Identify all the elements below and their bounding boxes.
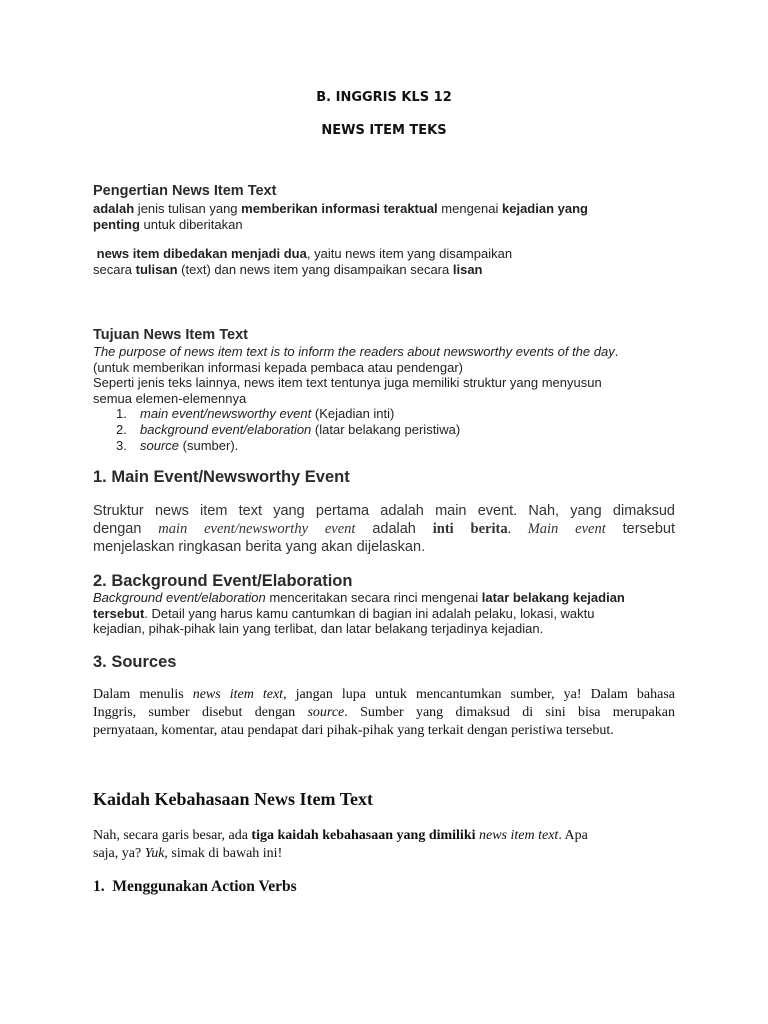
- main-event-text: Struktur news item text yang pertama adalah main event. Nah, yang dimaksud: [93, 503, 675, 519]
- background-text: latar belakang kejadian: [481, 590, 625, 605]
- structure-list: [93, 406, 693, 453]
- document-title: B. INGGRIS KLS 12: [316, 90, 452, 105]
- sources-text: news item text: [192, 687, 284, 702]
- list-number: 2.: [116, 421, 127, 437]
- structure-intro: Seperti jenis teks lainnya, news item text tentunya juga memiliki struktur yang menyusun: [93, 375, 602, 391]
- main-event-text: event: [575, 521, 606, 537]
- pengertian-types: [93, 246, 693, 277]
- background-text: tersebut: [93, 605, 145, 621]
- main-event-text: menjelaskan ringkasan berita yang akan dijelaskan.: [93, 539, 426, 555]
- list-item: [93, 438, 693, 454]
- main-event-body: [93, 502, 675, 556]
- main-event-text: .: [507, 521, 528, 537]
- kaidah-text: . Apa: [558, 828, 588, 843]
- sources-text: Dalam menulis: [93, 687, 193, 702]
- list-item: [93, 422, 693, 438]
- main-event-text: inti: [432, 521, 454, 537]
- sources-text: [93, 704, 675, 722]
- background-body: [93, 590, 693, 637]
- list-item: [93, 406, 693, 422]
- sources-text: pernyataan, komentar, atau pendapat dari pihak-pihak yang terkait dengan peristiwa tersebut.: [93, 723, 614, 738]
- kaidah-text: saja, ya?: [93, 846, 145, 861]
- pengertian-text: penting: [93, 216, 140, 232]
- pengertian-heading: Pengertian News Item Text: [93, 183, 277, 199]
- pengertian-text: kejadian yang: [502, 201, 588, 216]
- types-text: lisan: [452, 261, 483, 277]
- kaidah-text: news item text: [479, 828, 559, 843]
- types-text: tulisan: [135, 261, 178, 277]
- background-heading: 2. Background Event/Elaboration: [93, 572, 353, 590]
- list-term: source: [140, 437, 180, 453]
- tujuan-body: [93, 344, 693, 453]
- list-desc: (latar belakang peristiwa): [311, 421, 461, 437]
- types-text: news item dibedakan menjadi dua: [96, 246, 307, 261]
- pengertian-text: untuk diberitakan: [139, 216, 243, 232]
- types-text: (text) dan news item yang disampaikan secara: [177, 261, 453, 277]
- kaidah-text: Nah, secara garis besar, ada: [93, 828, 252, 843]
- list-term: background event/elaboration: [140, 421, 312, 437]
- structure-intro: semua elemen-elemennya: [93, 390, 247, 406]
- sources-text: Inggris, sumber disebut dengan: [93, 705, 308, 720]
- main-event-text: adalah: [372, 521, 433, 537]
- list-number: 3.: [116, 437, 127, 453]
- sources-text: [93, 686, 675, 704]
- purpose-text: The purpose of news item text is to inform the readers about newsworthy events of the day: [93, 344, 615, 359]
- background-text: menceritakan secara rinci mengenai: [265, 590, 482, 605]
- sources-heading: 3. Sources: [93, 653, 177, 671]
- sources-body: [93, 686, 675, 740]
- tujuan-heading: Tujuan News Item Text: [93, 327, 248, 343]
- main-event-text: [93, 520, 675, 538]
- main-event-text: berita: [470, 521, 508, 537]
- background-text: kejadian, pihak-pihak lain yang terlibat, dan latar belakang terjadinya kejadian.: [93, 621, 544, 637]
- main-event-text: Main: [527, 521, 559, 537]
- background-text: Background event/elaboration: [93, 590, 266, 605]
- sources-text: source: [307, 705, 345, 720]
- purpose-text: .: [614, 344, 619, 359]
- main-event-text: event: [324, 521, 356, 537]
- list-desc: (sumber).: [179, 437, 239, 453]
- main-event-text: dengan: [93, 521, 159, 537]
- list-term: main event/newsworthy event: [140, 406, 312, 422]
- types-text: , yaitu news item yang disampaikan: [306, 246, 513, 261]
- pengertian-text: jenis tulisan yang: [134, 201, 242, 216]
- pengertian-text: mengenai: [437, 201, 502, 216]
- action-verbs-heading: 1. Menggunakan Action Verbs: [93, 878, 297, 895]
- types-text: secara: [93, 261, 136, 277]
- main-event-text: tersebut: [605, 521, 676, 537]
- kaidah-heading: Kaidah Kebahasaan News Item Text: [93, 789, 374, 809]
- pengertian-definition: [93, 201, 693, 232]
- main-event-heading: 1. Main Event/Newsworthy Event: [93, 468, 350, 486]
- kaidah-body: [93, 827, 693, 863]
- main-event-text: main: [158, 521, 188, 537]
- kaidah-text: , simak di bawah ini!: [164, 846, 283, 861]
- sources-text: . Sumber yang dimaksud di sini bisa merupakan: [344, 705, 675, 720]
- sources-text: , jangan lupa untuk mencantumkan sumber, ya! Dalam bahasa: [283, 687, 676, 702]
- purpose-translation: (untuk memberikan informasi kepada pembaca atau pendengar): [93, 359, 463, 375]
- main-event-text: event/newsworthy: [204, 521, 309, 537]
- kaidah-text: Yuk: [144, 846, 165, 861]
- list-number: 1.: [116, 406, 127, 422]
- pengertian-text: adalah: [93, 201, 135, 216]
- list-desc: (Kejadian inti): [311, 406, 395, 422]
- kaidah-text: tiga kaidah kebahasaan yang dimiliki: [251, 828, 479, 843]
- background-text: . Detail yang harus kamu cantumkan di bagian ini adalah pelaku, lokasi, waktu: [144, 605, 595, 621]
- document-subtitle: NEWS ITEM TEKS: [321, 123, 447, 138]
- pengertian-text: memberikan informasi teraktual: [241, 201, 438, 216]
